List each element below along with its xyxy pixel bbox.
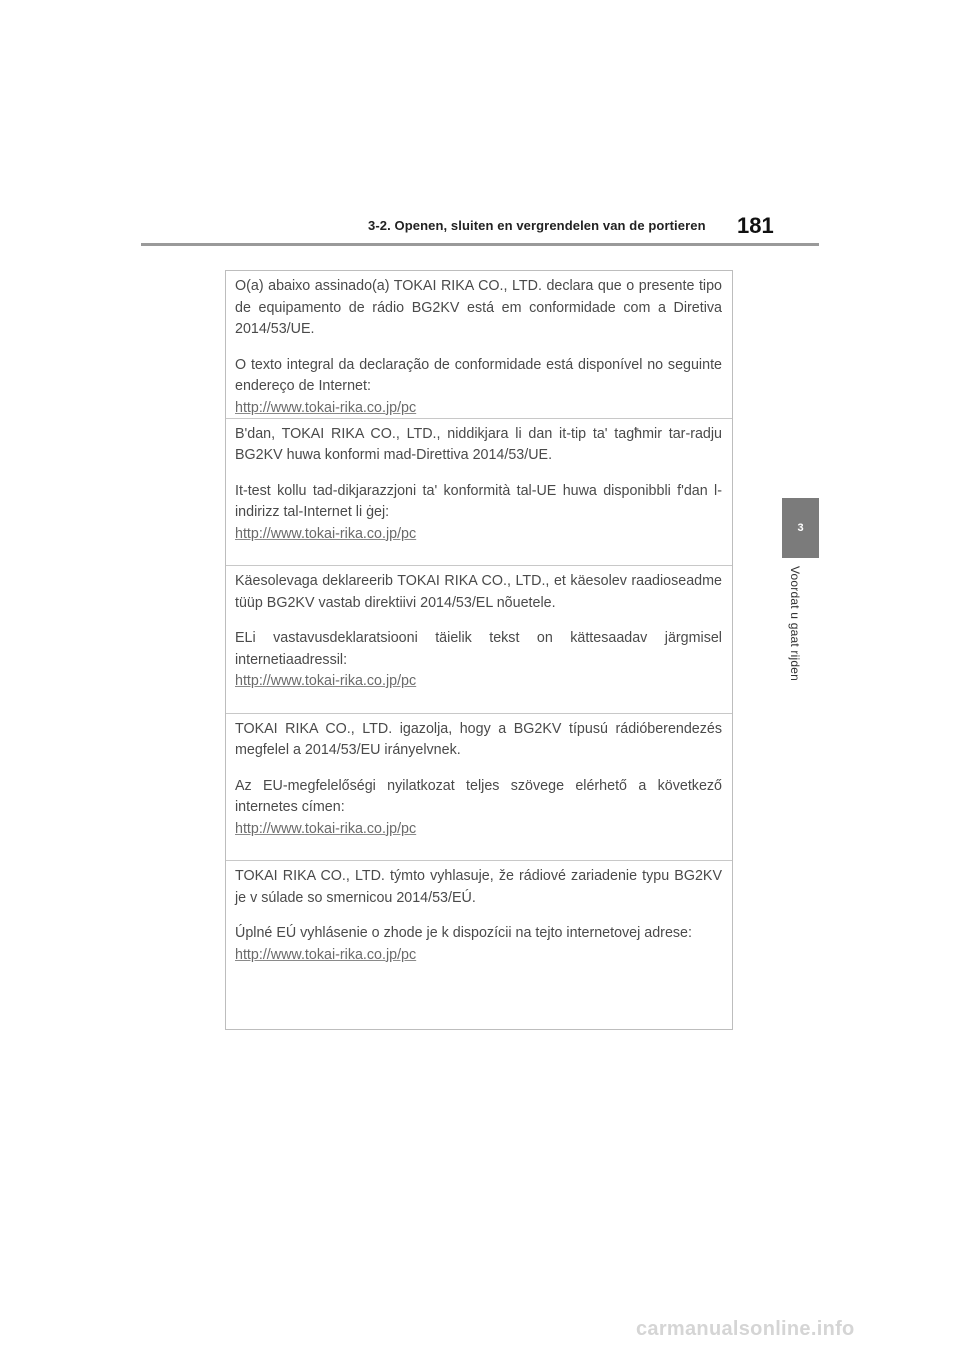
declaration-link[interactable]: http://www.tokai-rika.co.jp/pc <box>235 399 417 416</box>
declaration-slovak <box>226 861 732 1009</box>
declaration-link[interactable]: http://www.tokai-rika.co.jp/pc <box>235 673 417 689</box>
page-number: 181 <box>737 213 774 238</box>
declaration-availability: Úplné EÚ vyhlásenie o zhode je k dispozícii na tejto internetovej adrese: <box>235 925 692 941</box>
declaration-link[interactable]: http://www.tokai-rika.co.jp/pc <box>235 820 417 837</box>
section-title: 3-2. Openen, sluiten en vergrendelen van de portieren <box>368 218 706 233</box>
declaration-statement: O(a) abaixo assinado(a) TOKAI RIKA CO., LTD. declara que o presente tipo de equipamento de rádio BG2KV está em conformidade com a Diretiva 2014/53/UE. <box>235 278 722 337</box>
declaration-estonian <box>226 566 732 714</box>
declaration-availability: It-test kollu tad-dikjarazzjoni ta' konformità tal-UE huwa disponibbli f'dan l-indirizz tal-Internet li ġej: <box>235 482 722 520</box>
declaration-hungarian <box>226 714 732 862</box>
declaration-availability: Az EU-megfelelőségi nyilatkozat teljes szövege elérhető a következő internetes címen: <box>235 777 722 815</box>
declaration-statement: B'dan, TOKAI RIKA CO., LTD., niddikjara li dan it-tip ta' tagħmir tar-radju BG2KV huwa konformi mad-Direttiva 2014/53/UE. <box>235 425 722 463</box>
declaration-link[interactable]: http://www.tokai-rika.co.jp/pc <box>235 525 417 542</box>
declaration-availability: ELi vastavusdeklaratsiooni täielik tekst on kättesaadav järgmisel internetiaadressil: <box>235 630 722 668</box>
declaration-statement: Käesolevaga deklareerib TOKAI RIKA CO., LTD., et käesolev raadioseadme tüüp BG2KV vastab direktiivi 2014/53/EL nõuetele. <box>235 573 722 611</box>
declaration-link[interactable]: http://www.tokai-rika.co.jp/pc <box>235 946 417 963</box>
declaration-portuguese <box>226 271 732 419</box>
declaration-maltese <box>226 419 732 567</box>
declaration-statement: TOKAI RIKA CO., LTD. igazolja, hogy a BG2KV típusú rádióberendezés megfelel a 2014/53/EU irányelvnek. <box>235 720 722 758</box>
chapter-title: Voordat u gaat rijden <box>788 566 802 681</box>
chapter-number: 3 <box>797 522 804 534</box>
watermark-logo: carmanualsonline.info <box>636 1318 855 1340</box>
header-divider <box>141 243 819 246</box>
declaration-statement: TOKAI RIKA CO., LTD. týmto vyhlasuje, že rádiové zariadenie typu BG2KV je v súlade so smernicou 2014/53/EÚ. <box>235 868 722 906</box>
declarations-box <box>225 270 733 1030</box>
declaration-availability: O texto integral da declaração de conformidade está disponível no seguinte endereço de Internet: <box>235 356 722 394</box>
chapter-tab <box>782 498 819 558</box>
